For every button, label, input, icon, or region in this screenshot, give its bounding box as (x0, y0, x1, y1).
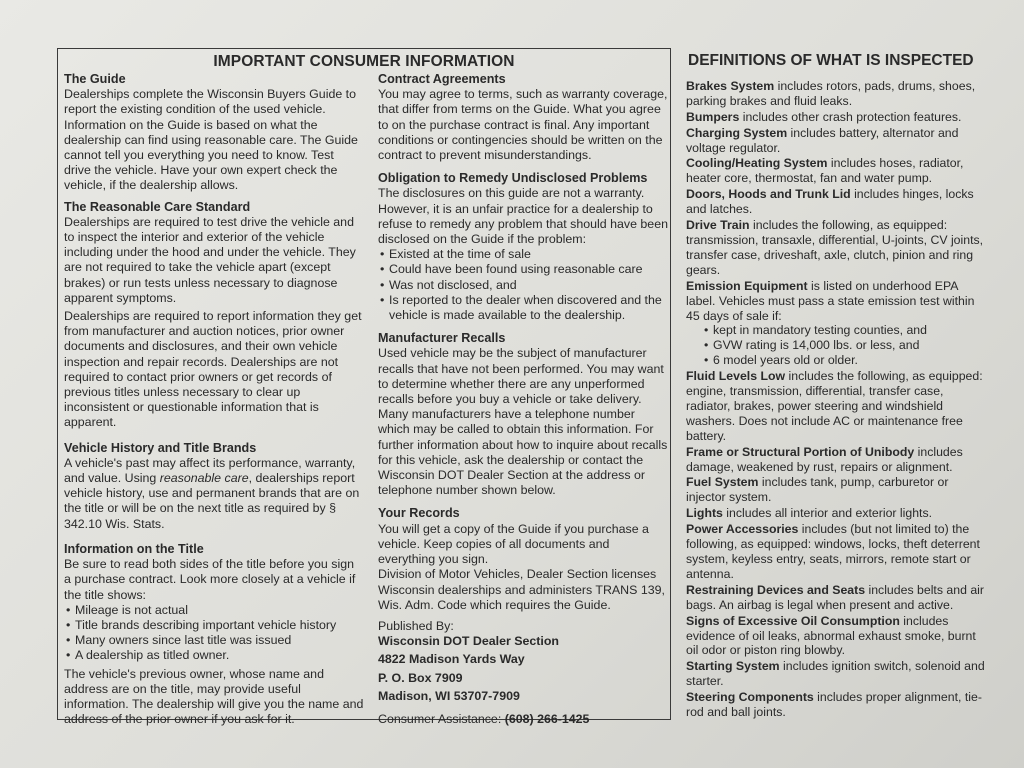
definition-term: Power Accessories (686, 522, 799, 537)
definition-item (686, 126, 986, 156)
definition-item (686, 690, 986, 720)
title-info-text: Be sure to read both sides of the title before you sign a purchase contract. Look more closely at a vehicle if the title shows: (64, 557, 356, 602)
reasonable-care-heading: The Reasonable Care Standard (64, 199, 251, 214)
section-published (378, 619, 668, 727)
list-item: • Existed at the time of sale (378, 247, 668, 262)
definition-term: Brakes System (686, 78, 775, 93)
list-item: • Is reported to the dealer when discovered and the vehicle is made available to the dealership. (378, 293, 668, 323)
definition-term: Bumpers (686, 109, 740, 124)
definition-item (686, 506, 986, 521)
published-line-2: 4822 Madison Yards Way (378, 652, 525, 667)
definition-term: Signs of Excessive Oil Consumption (686, 613, 900, 628)
definition-text: includes damage, weakened by rust, repairs or alignment. (686, 444, 963, 474)
contract-heading: Contract Agreements (378, 72, 506, 86)
definition-term: Doors, Hoods and Trunk Lid (686, 187, 851, 202)
history-heading: Vehicle History and Title Brands (64, 440, 257, 455)
definition-text: includes the following, as equipped: engine, transmission, differential, transfer case, radiator, brakes, power steering and windshield washers. Does not include AC or maintenance free battery. (686, 369, 983, 443)
definition-bullets (686, 323, 986, 368)
section-recalls (378, 331, 668, 498)
title-info-list (64, 603, 364, 664)
contract-text: You may agree to terms, such as warranty coverage, that differ from terms on the Guide. What you agree to on the purchase contract is final. Any important conditions or contingencies should be written on the contract to prevent misunderstandings. (378, 87, 668, 163)
definition-term: Starting System (686, 659, 780, 674)
definition-item (686, 475, 986, 505)
published-label: Published By: (378, 618, 454, 633)
definition-term: Emission Equipment (686, 278, 808, 293)
consumer-assistance: Consumer Assistance: (608) 266-1425 (378, 711, 590, 726)
definition-item (686, 218, 986, 278)
definition-text: includes ignition switch, solenoid and starter. (686, 659, 985, 689)
definition-term: Steering Components (686, 690, 814, 705)
definition-item (686, 583, 986, 613)
obligation-heading: Obligation to Remedy Undisclosed Problems (378, 171, 648, 186)
definition-text: includes the following, as equipped: transmission, transaxle, differential, U-joints, CV joints, transfer case, driveshaft, axle, clutch, pinion and ring gears. (686, 218, 984, 277)
list-item: • A dealership as titled owner. (64, 648, 364, 663)
recalls-text: Used vehicle may be the subject of manufacturer recalls that have not been performed. You may want to determine whether there are any unperformed recalls before you buy a vehicle or take delivery. Many manufacturers have a telephone number which may be called to obtain this information. For further information about how to inquire about recalls for this vehicle, ask the dealership or contact the Wisconsin DOT Dealer Section at the address or telephone number shown below. (378, 346, 668, 498)
reasonable-care-text-2: Dealerships are required to report information they get from manufacturer and auction notices, prior owner documents and disclosures, and their own vehicle inspection and repair records. Dealerships are not required to contact prior owners or get records of previous titles unless necessary to clear up inconsistent or questionable information that is apparent. (64, 309, 362, 430)
definition-text: includes belts and air bags. An airbag is legal when present and active. (686, 582, 985, 612)
guide-text: Dealerships complete the Wisconsin Buyers Guide to report the existing condition of the used vehicle. Information on the Guide is based on what the dealership can find using reasonable care. The Guide cannot tell you everything you need to know. Test drive the vehicle. Have your own expert check the vehicle, if the dealership allows. (64, 87, 358, 193)
definition-text: includes battery, alternator and voltage regulator. (686, 125, 959, 155)
history-text: A vehicle's past may affect its performance, warranty, and value. Using reasonable care, dealerships report vehicle history, use and permanent brands that are on the title or will be on the next title as required by § 342.10 Wis. Stats. (64, 455, 360, 531)
records-heading: Your Records (378, 506, 460, 521)
title-info-heading: Information on the Title (64, 541, 204, 556)
definition-text: includes hinges, locks and latches. (686, 187, 974, 217)
list-item: • Mileage is not actual (64, 603, 364, 618)
list-item: • Title brands describing important vehicle history (64, 618, 364, 633)
definition-item (686, 110, 986, 125)
section-guide (64, 72, 364, 194)
guide-heading: The Guide (64, 72, 126, 86)
definition-text: includes tank, pump, carburetor or injector system. (686, 475, 949, 505)
records-text: You will get a copy of the Guide if you purchase a vehicle. Keep copies of all documents and everything you sign. (378, 521, 649, 567)
definition-term: Drive Train (686, 218, 750, 233)
list-item: • kept in mandatory testing counties, and (702, 323, 986, 338)
definition-term: Charging System (686, 125, 788, 140)
definition-term: Fluid Levels Low (686, 369, 786, 384)
definition-term: Cooling/Heating System (686, 156, 828, 171)
published-line-3: P. O. Box 7909 (378, 670, 463, 685)
reasonable-care-text: Dealerships are required to test drive the vehicle and to inspect the interior and exterior of the vehicle including under the hood and under the vehicle. They are not required to take the vehicle apart (except brakes) or run tests unless necessary to diagnose apparent symptoms. (64, 214, 356, 305)
definitions-column (686, 54, 986, 721)
consumer-info-title: IMPORTANT CONSUMER INFORMATION (213, 53, 515, 70)
definition-term: Lights (686, 506, 723, 521)
definition-item (686, 187, 986, 217)
section-history (64, 441, 364, 532)
definition-item (686, 79, 986, 109)
list-item: • 6 model years old or older. (702, 353, 986, 368)
section-obligation (378, 171, 668, 323)
consumer-assistance-phone: (608) 266-1425 (504, 711, 590, 726)
definition-text: includes other crash protection features. (739, 109, 962, 124)
definition-text: is listed on underhood EPA label. Vehicles must pass a state emission test within 45 days of sale if: (686, 278, 975, 323)
section-title-info (64, 542, 364, 727)
definition-item (686, 522, 986, 582)
definition-term: Restraining Devices and Seats (686, 582, 866, 597)
definition-item (686, 279, 986, 368)
definition-item (686, 369, 986, 444)
list-item: • Many owners since last title was issued (64, 633, 364, 648)
definition-text: includes rotors, pads, drums, shoes, parking brakes and fluid leaks. (686, 78, 976, 108)
definition-item (686, 445, 986, 475)
definitions-list (686, 79, 986, 720)
definition-text: includes (but not limited to) the following, as equipped: windows, locks, theft deterrent system, keyless entry, seats, mirrors, remote start or antenna. (686, 522, 980, 581)
title-info-text-2: The vehicle's previous owner, whose name and address are on the title, may provide useful information. The dealership will give you the name and address of the prior owner if you ask for it. (64, 666, 364, 727)
records-text-2: Division of Motor Vehicles, Dealer Section licenses Wisconsin dealerships and administers TRANS 139, Wis. Adm. Code which requires the Guide. (378, 567, 665, 612)
obligation-text: The disclosures on this guide are not a warranty. However, it is an unfair practice for a dealership to refuse to remedy any problem that should have been disclosed on the Guide if the problem: (378, 186, 668, 247)
obligation-list (378, 247, 668, 323)
list-item: • Was not disclosed, and (378, 278, 668, 293)
definition-item (686, 156, 986, 186)
definition-text: includes proper alignment, tie-rod and ball joints. (686, 690, 982, 720)
definition-term: Frame or Structural Portion of Unibody (686, 444, 915, 459)
section-records (378, 506, 668, 612)
published-line-4: Madison, WI 53707-7909 (378, 688, 520, 703)
section-reasonable-care (64, 200, 364, 431)
list-item: • GVW rating is 14,000 lbs. or less, and (702, 338, 986, 353)
recalls-heading: Manufacturer Recalls (378, 331, 506, 346)
list-item: • Could have been found using reasonable care (378, 262, 668, 277)
consumer-info-column-left (64, 72, 364, 733)
definitions-title: DEFINITIONS OF WHAT IS INSPECTED (688, 52, 974, 69)
definition-item (686, 614, 986, 659)
definition-text: includes all interior and exterior lights. (722, 506, 933, 521)
published-line-1: Wisconsin DOT Dealer Section (378, 634, 559, 649)
section-contract (378, 72, 668, 163)
definition-text: includes hoses, radiator, heater core, thermostat, fan and water pump. (686, 156, 964, 186)
definition-text: includes evidence of oil leaks, abnormal exhaust smoke, burnt oil odor or piston ring blowby. (686, 613, 976, 658)
definition-item (686, 659, 986, 689)
definition-term: Fuel System (686, 475, 759, 490)
consumer-info-column-right (378, 72, 668, 733)
